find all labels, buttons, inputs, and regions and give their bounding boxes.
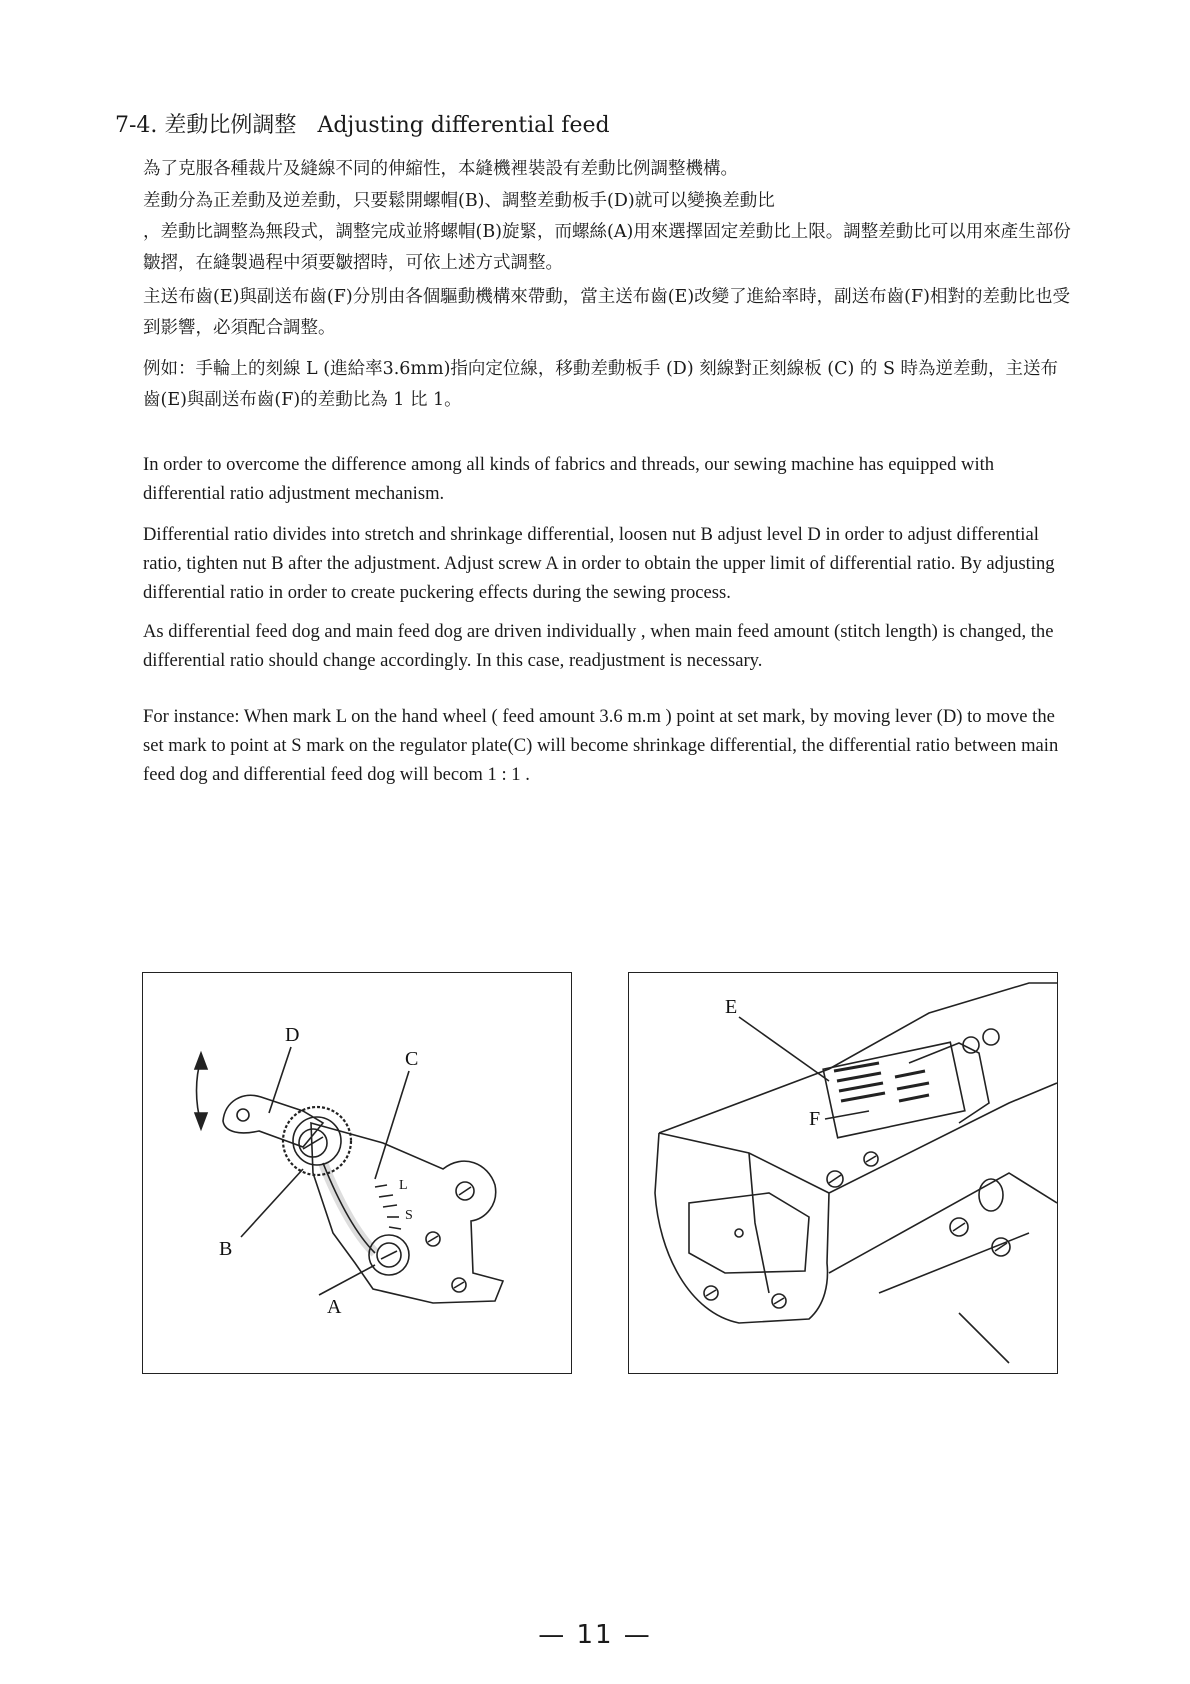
section-number: 7-4. <box>115 113 158 138</box>
callout-f: F <box>809 1108 821 1130</box>
callout-c: C <box>405 1048 419 1070</box>
section-title-en: Adjusting differential feed <box>317 113 610 138</box>
feed-dog-plate <box>823 1042 965 1137</box>
callout-b: B <box>219 1238 233 1260</box>
lever-drawing <box>143 973 571 1373</box>
zh-paragraph-1: 為了克服各種裁片及縫線不同的伸縮性，本縫機裡裝設有差動比例調整機構。 <box>143 159 738 179</box>
scale-mark-s: S <box>405 1208 413 1223</box>
en-paragraph-4: For instance: When mark L on the hand wheel ( feed amount 3.6 m.m ) point at set mark, by moving lever (D) to move the set mark to point at S mark on the regulator plate(C) will become shrinkage differential, the differential ratio between main feed dog and differential feed dog will becom 1 : 1 . <box>143 706 1059 785</box>
scale-mark-l: L <box>399 1178 408 1193</box>
en-paragraph-2: Differential ratio divides into stretch and shrinkage differential, loosen nut B adjust level D in order to adjust differential ratio, tighten nut B after the adjustment. Adjust screw A in order to obtain the upper limit of differential ratio. By adjusting differential ratio in order to create puckering effects during the sewing process. <box>143 524 1055 603</box>
zh-paragraph-3: ，差動比調整為無段式，調整完成並將螺帽(B)旋緊，而螺絲(A)用來選擇固定差動比上限。調整差動比可以用來產生部份皺摺，在縫製過程中須要皺摺時，可依上述方式調整。 <box>143 222 1071 273</box>
section-heading <box>115 108 610 139</box>
callout-a: A <box>327 1296 342 1318</box>
zh-paragraph-5: 例如：手輪上的刻線 L (進給率3.6mm)指向定位線，移動差動板手 (D) 刻線對正刻線板 (C) 的 S 時為逆差動，主送布齒(E)與副送布齒(F)的差動比為 1 比 1。 <box>143 359 1059 410</box>
zh-paragraph-2: 差動分為正差動及逆差動，只要鬆開螺帽(B)、調整差動板手(D)就可以變換差動比 <box>143 191 775 211</box>
figure-differential-lever <box>142 972 572 1374</box>
page-number: — 11 — <box>538 1620 652 1650</box>
callout-e: E <box>725 996 738 1018</box>
section-title-zh: 差動比例調整 <box>164 113 297 138</box>
en-paragraph-1: In order to overcome the difference among all kinds of fabrics and threads, our sewing machine has equipped with differential ratio adjustment mechanism. <box>143 454 995 504</box>
scale-ticks <box>375 1185 401 1229</box>
en-paragraph-3: As differential feed dog and main feed dog are driven individually , when main feed amount (stitch length) is changed, the differential ratio should change accordingly. In this case, readjustment is necessary. <box>143 621 1054 671</box>
zh-paragraph-4: 主送布齒(E)與副送布齒(F)分別由各個驅動機構來帶動，當主送布齒(E)改變了進給率時，副送布齒(F)相對的差動比也受到影響，必須配合調整。 <box>143 287 1070 338</box>
machine-bed <box>655 983 1057 1323</box>
figure-feed-dogs <box>628 972 1058 1374</box>
feed-dog-drawing <box>629 973 1057 1373</box>
callout-d: D <box>285 1024 300 1046</box>
